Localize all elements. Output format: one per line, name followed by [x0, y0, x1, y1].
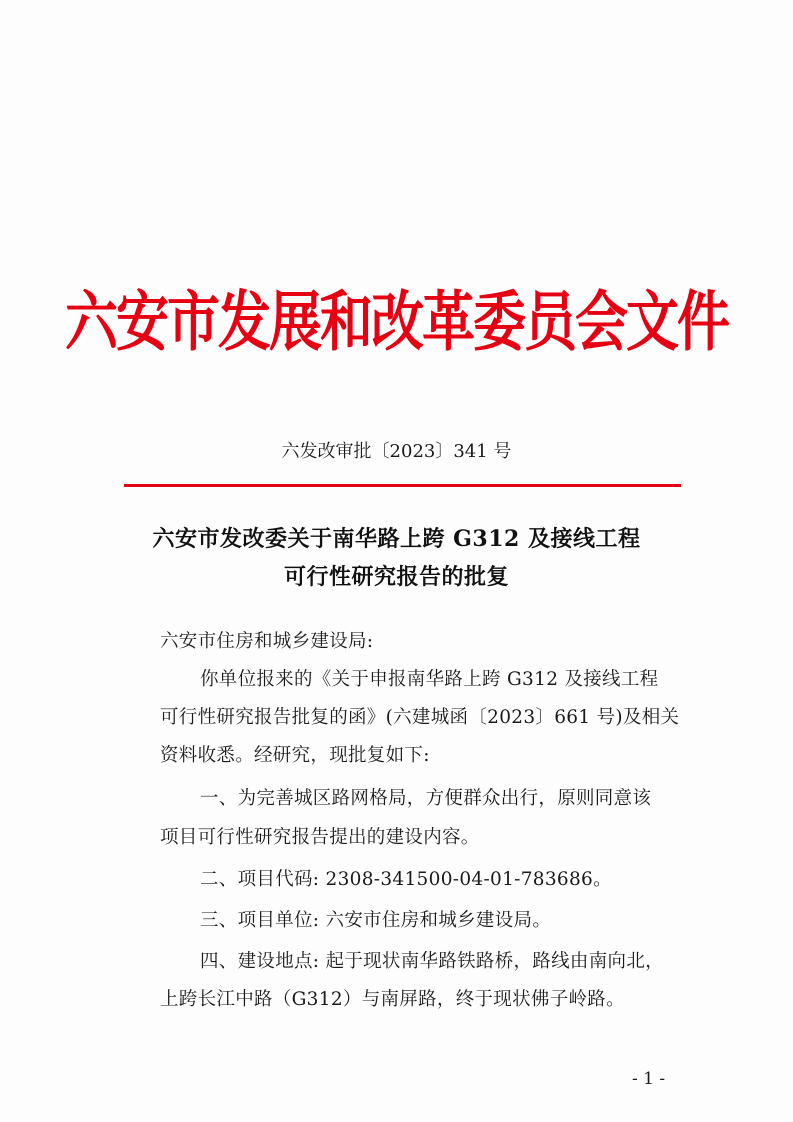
red-separator-line	[124, 484, 681, 487]
document-number: 六发改审批〔2023〕341 号	[281, 441, 512, 462]
item-3-project-unit: 三、项目单位: 六安市住房和城乡建设局。	[200, 910, 552, 931]
title-line-1: 六安市发改委关于南华路上跨 G312 及接线工程	[152, 526, 641, 552]
title-line-2: 可行性研究报告的批复	[283, 564, 509, 590]
addressee: 六安市住房和城乡建设局:	[160, 631, 374, 652]
item-4-line-1: 四、建设地点: 起于现状南华路铁路桥，路线由南向北，	[200, 951, 664, 972]
intro-line-1: 你单位报来的《关于申报南华路上跨 G312 及接线工程	[200, 669, 659, 690]
intro-line-2: 可行性研究报告批复的函》(六建城函〔2023〕661 号)及相关	[160, 707, 680, 728]
masthead-title: 六安市发展和改革委员会文件	[65, 284, 728, 360]
intro-line-3: 资料收悉。经研究，现批复如下:	[160, 745, 430, 766]
page-number: - 1 -	[632, 1069, 666, 1089]
item-4-line-2: 上跨长江中路（G312）与南屏路，终于现状佛子岭路。	[160, 989, 625, 1010]
item-2-project-code: 二、项目代码: 2308-341500-04-01-783686。	[200, 869, 612, 890]
item-1-line-1: 一、为完善城区路网格局，方便群众出行，原则同意该	[200, 788, 652, 809]
item-1-line-2: 项目可行性研究报告提出的建设内容。	[160, 827, 480, 848]
document-title	[0, 520, 793, 596]
